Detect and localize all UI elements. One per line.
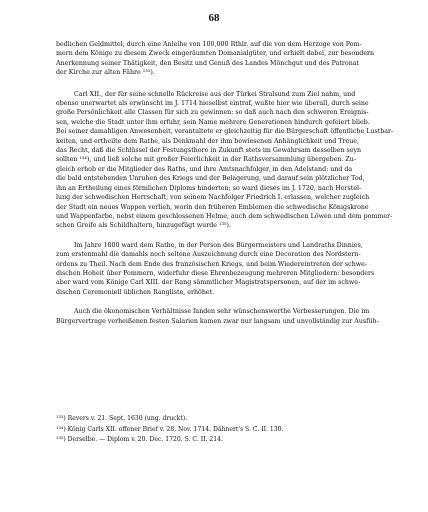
text-line: ihn an Ertheilung eines förmlichen Diploms hinderten; so ward dieses im J. 1720, nach Herstel- (56, 184, 362, 192)
footnote-133: ¹³³) Revers v. 21. Sept. 1630 (ung. druckt). (56, 415, 188, 422)
text-line: lung der schwedischen Herrschaft, von seinem Nachfolger Friedrich I. erlassen, welcher zugleich (56, 194, 370, 202)
text-line: ordens zu Theil. Nach dem Ende des französischen Kriegs, und beim Wiedereintreten der schwe- (56, 260, 367, 268)
text-line: schen Greife als Schildhaltern, hinzugefügt wurde ¹³⁵). (56, 222, 231, 230)
text-line: und Wappenfarbe, nebst einem geschlossenen Helme, auch dem schwedischen Löwen und dem pommer- (56, 212, 393, 220)
paragraph-4 (56, 307, 393, 326)
paragraph-1 (56, 40, 393, 78)
text-line: sen, welche die Stadt unter ihm erfuhr, sein Name mehrere Generationen hindurch gefeiert blieb. (56, 118, 370, 126)
text-line: Bürgervertrage verheißenen festen Salarien kamen zwar nur langsam und unvollständig zur Ausfüh- (56, 317, 379, 325)
paragraph-2 (56, 90, 393, 231)
text-line: keiten, und ertheilte dem Rathe, als Denkmahl der ihm bewiesenen Anhänglichkeit und Treue, (56, 137, 360, 145)
text-line: die bald entstehenden Unruhen des Kriegs und der Belagerung, und darauf sein plötzlicher Tod, (56, 175, 365, 183)
footnote-135: ¹³⁵) Derselbe. — Diplom v. 20. Dec. 1720. S. C. II. 214. (56, 436, 223, 443)
page-number: 68 (208, 12, 220, 24)
text-line: der Kirche zur alten Fähre ¹³³). (56, 69, 155, 77)
text-line: sollten ¹³⁴), und ließ solche mit großer Feierlichkeit in der Rathsversammlung übergeben. Zu- (56, 156, 356, 164)
text-line: das Recht, daß die Schlüssel der Festungsthore in Zukunft stets im Gewahrsam desselben seyn (56, 147, 362, 155)
text-line: große Persönlichkeit alle Classen für sich zu gewinnen: so daß auch nach den schweren Ereignis- (56, 109, 369, 117)
text-line: Anerkennung seiner Thätigkeit, den Besitz und Genuß des Landes Mönchgut und des Patronat (56, 59, 360, 67)
text-line: mern dem Könige zu diesem Zweck eingeräumten Domanialgüter, und erhielt dabei, zur besondern (56, 50, 375, 58)
text-line: dischen Ceremoniell üblichen Rangliste, erhöhet. (56, 288, 215, 296)
footnotes (56, 414, 393, 446)
text-line: aber ward vom Könige Carl XIII. der Rang sämmtlicher Magistratspersonen, auf der im schwe- (56, 279, 361, 287)
text-line: gleich erhob er die Mitglieder des Raths, und ihre Amtsnachfolger, in den Adelstand: und da (56, 165, 353, 173)
paragraph-3 (56, 241, 393, 297)
text-line: Im Jahre 1800 ward dem Rathe, in der Person des Bürgermeisters und Landraths Dinnies, (74, 241, 363, 249)
text-line: ebenso unerwartet als erwünscht im J. 1714 hieselbst eintraf, wußte hier wie überall, durch seine (56, 100, 369, 108)
text-line: Bei seiner damahligen Anwesenheit, verantaltete er gleichzeitig für die Bürgerschaft öffentliche Lustbar- (56, 128, 393, 136)
text-line: Auch die ökonomischen Verhältnisse fanden sehr wünschenswerthe Verbesserungen. Die im (74, 308, 370, 316)
text-line: bedlichen Geldmittel, durch eine Anleihe von 100,000 Rthlr. auf die von dem Herzoge von Pom- (56, 41, 362, 48)
main-text (56, 40, 393, 326)
text-line: dischen Hoheit über Pommern, widerfuhr diese Ehrenbezeugung mehreren Mitgliedern: besonders (56, 269, 375, 277)
footnote-134: ¹³⁴) König Carls XII. offener Brief v. 28. Nov. 1714. Dähnert's S. C. II. 130. (56, 425, 284, 433)
text-line: zum erstenmahl die damahls noch seltene Auszeichnung durch eine Decoration des Nordstern- (56, 251, 361, 259)
text-line: Carl XII., der für seine schnelle Rückreise aus der Türkei Stralsund zum Ziel nahm, und (74, 90, 356, 98)
text-line: der Stadt ein neues Wappen verlieh, worin den früheren Emblemen die schwedische Königskrone (56, 203, 369, 211)
